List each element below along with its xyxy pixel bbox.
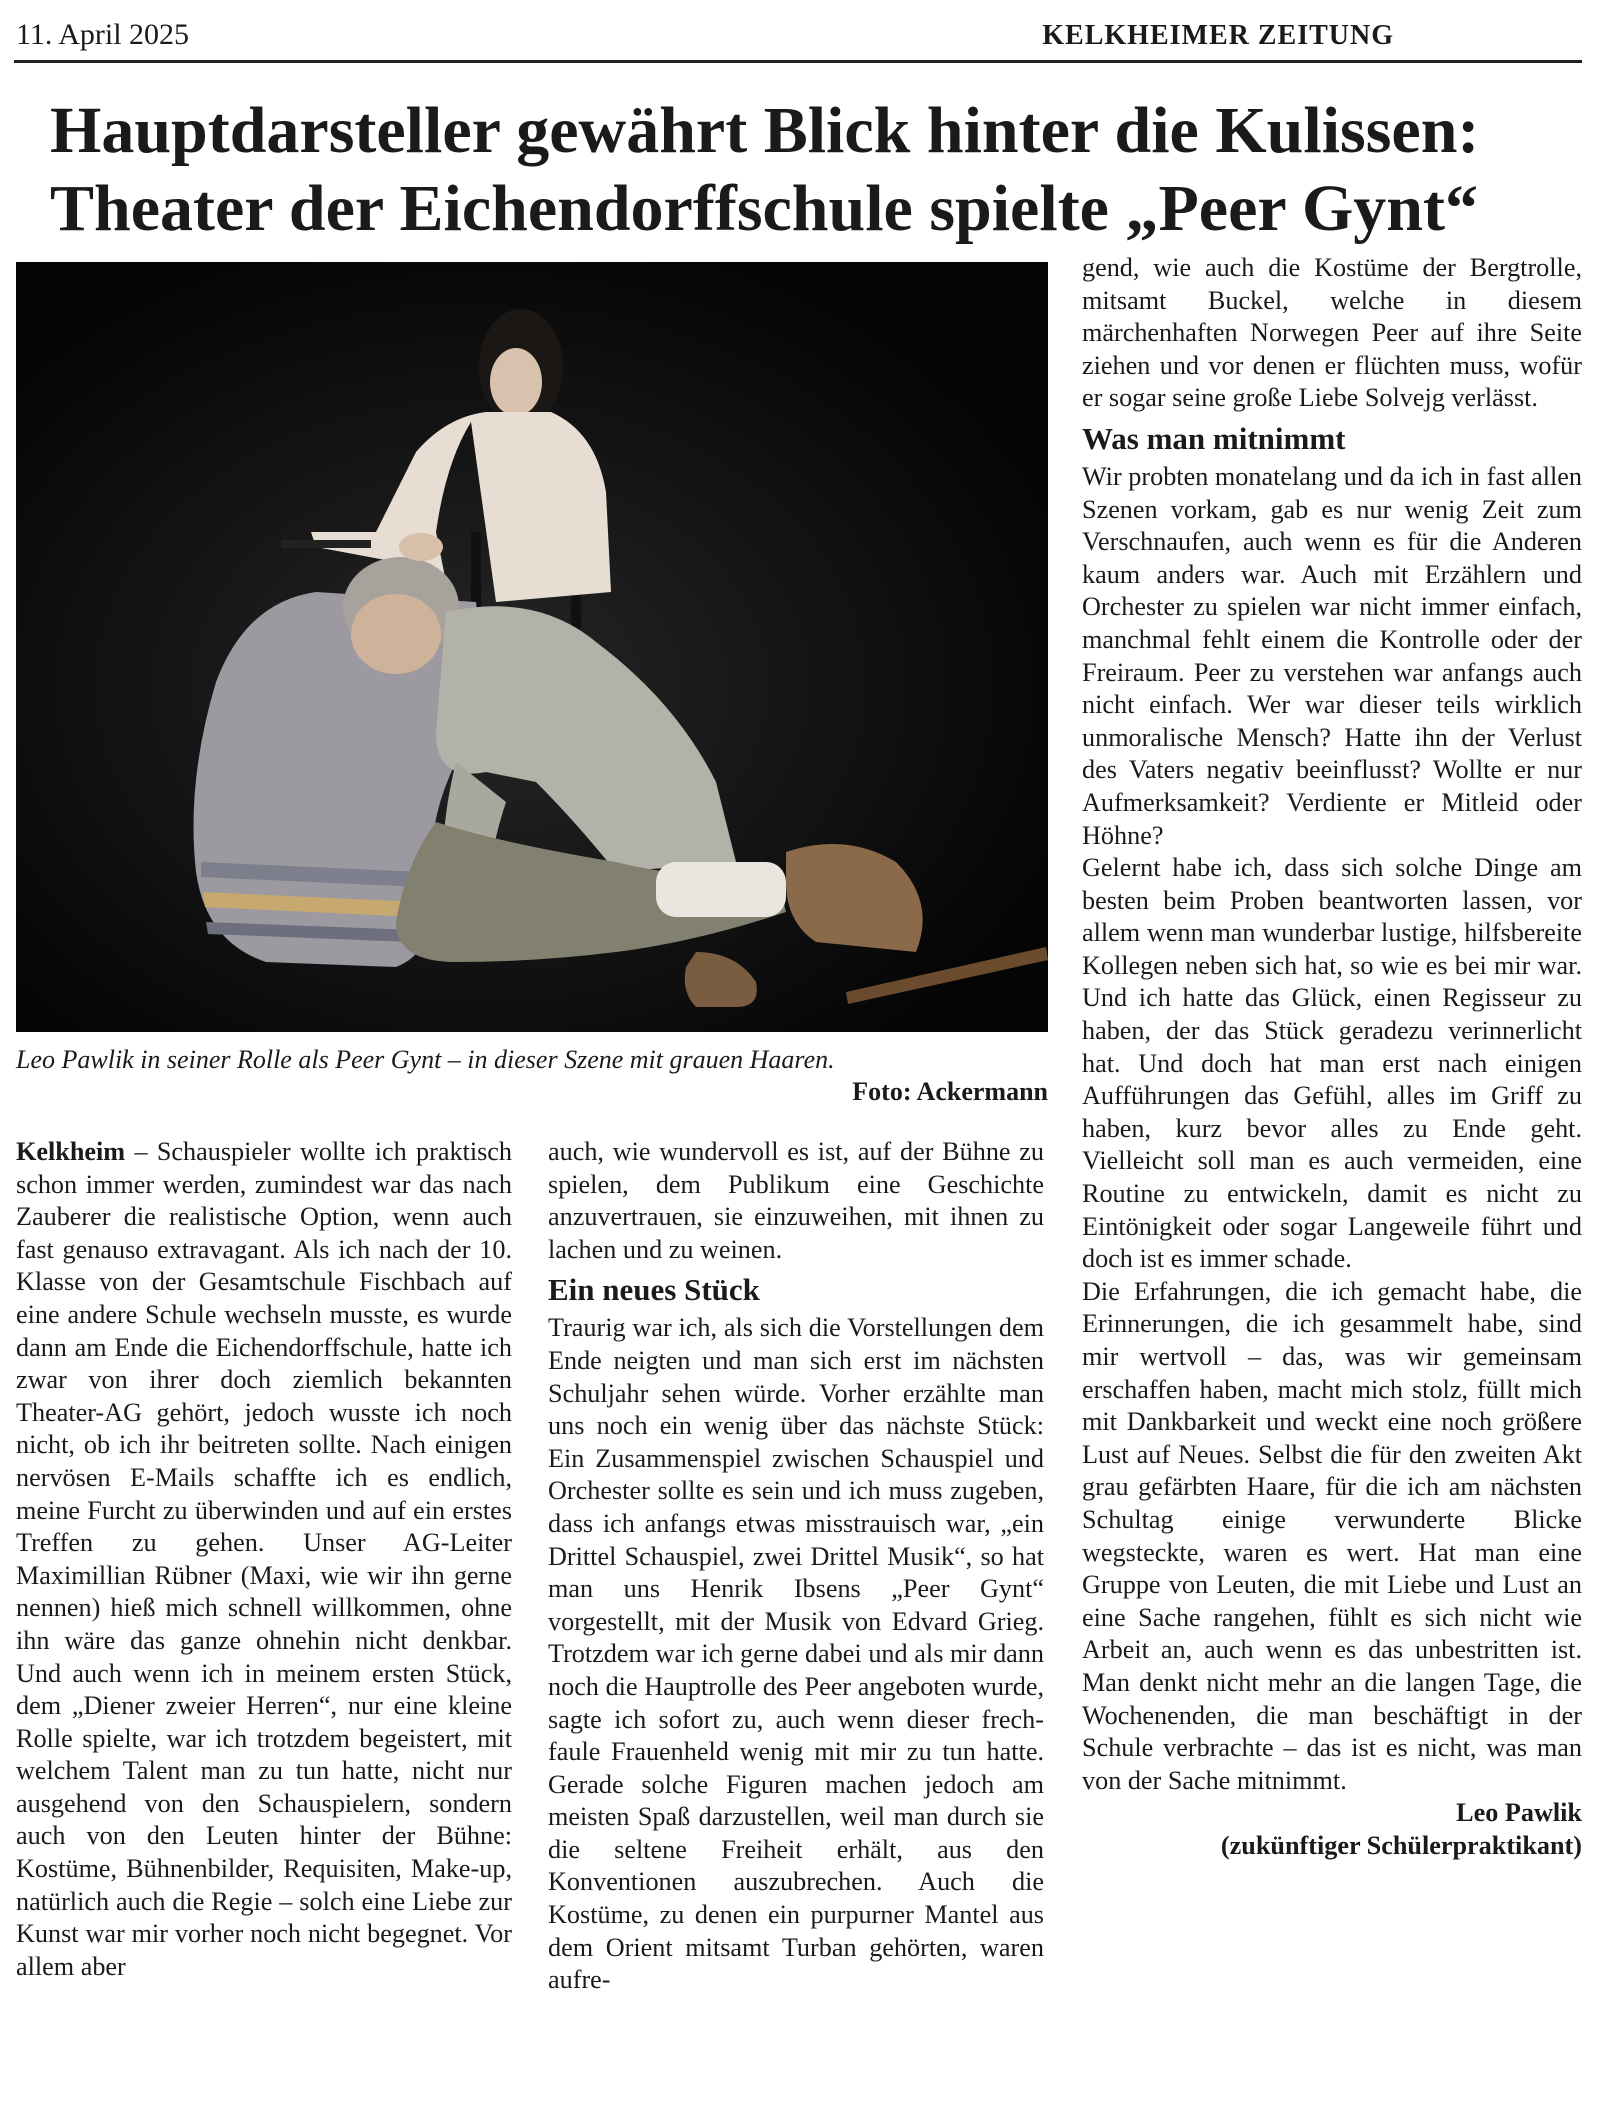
lead-paragraph <box>16 1136 512 1983</box>
column-2-intro: auch, wie wundervoll es ist, auf der Bühne zu spielen, dem Publikum eine Geschichte anzuvertrauen, sie einzuweihen, mit ihnen zu lachen und zu weinen. <box>548 1137 1044 1264</box>
subheading-new-play: Ein neues Stück <box>548 1272 760 1308</box>
column-2-body: Traurig war ich, als sich die Vorstellungen dem Ende neigten und man sich erst im nächsten Schuljahr sehen würde. Vorher erzählte man uns noch ein wenig über das nächste Stück: Ein Zusammenspiel zwischen Schauspiel und Orchester sollte es sein und ich muss zugeben, dass ich anfangs etwas misstrauisch war, „ein Drittel Schauspiel, zwei Drittel Musik“, so hat man uns Henrik Ibsens „Peer Gynt“ vorgestellt, mit der Musik von Edvard Grieg. Trotzdem war ich gerne dabei und als mir dann noch die Hauptrolle des Peer angeboten wurde, sagte ich sofort zu, auch wenn dieser frech-faule Frauenheld wenig mit mir zu tun hatte. Gerade solche Figuren machen jedoch am meisten Spaß darzustellen, weil man durch sie die seltene Freiheit erhält, aus den Konventionen auszubrechen. Auch die Kostüme, zu denen ein purpurner Mantel aus dem Orient mitsamt Turban gehörten, waren aufre- <box>548 1313 1044 1995</box>
newspaper-name: KELKHEIMER ZEITUNG <box>1042 20 1394 51</box>
issue-date: 11. April 2025 <box>16 18 190 51</box>
article-column-1 <box>16 1136 512 1983</box>
column-3-paragraph-2: Gelernt habe ich, dass sich solche Dinge am besten beim Proben beantworten lassen, vor allem wenn man wunderbar lustige, hilfsbereite Kollegen neben sich hat, so wie es bei mir war. Und ich hatte das Glück, einen Regisseur zu haben, der das Stück geradezu verinnerlicht hat. Und doch hat man erst nach einigen Aufführungen das Gefühl, alles im Griff zu haben, kurz bevor alles zu Ende geht. Vielleicht soll man es auch vermeiden, eine Routine zu entwickeln, damit es nicht zu Eintönigkeit oder sogar Langeweile führt und doch ist es immer schade. <box>1082 853 1582 1274</box>
column-3-intro: gend, wie auch die Kostüme der Bergtrolle, mitsamt Buckel, welche in diesem märchenhaften Norwegen Peer auf ihre Seite ziehen und vor denen er flüchten muss, wofür er sogar seine große Liebe Solvejg verlässt. <box>1082 253 1582 413</box>
stage-photo <box>16 262 1048 1032</box>
lead-text: – Schauspieler wollte ich praktisch schon immer werden, zumindest war das nach Zauberer die realistische Option, wenn auch fast genauso extravagant. Als ich nach der 10. Klasse von der Gesamtschule Fischbach auf eine andere Schule wechseln musste, es wurde dann am Ende die Eichendorffschule, hatte ich zwar von ihrer doch ziemlich bekannten Theater-AG gehört, jedoch wusste ich noch nicht, ob ich ihr beitreten sollte. Nach einigen nervösen E-Mails schaffte ich es endlich, meine Furcht zu überwinden und auf ein erstes Treffen zu gehen. Unser AG-Leiter Maximillian Rübner (Maxi, wie wir ihn gerne nennen) hieß mich schnell willkommen, ohne ihn wäre das ganze ohnehin nicht denkbar. Und auch wenn ich in meinem ersten Stück, dem „Diener zweier Herren“, nur eine kleine Rolle spielte, war ich trotzdem begeistert, mit welchem Talent man zu tun hatte, nicht nur ausgehend von den Schauspielern, sondern auch von den Leuten hinter der Bühne: Kostüme, Bühnenbilder, Requisiten, Make-up, natürlich auch die Regie – solch eine Liebe zur Kunst war mir vorher noch nicht begegnet. Vor allem aber <box>16 1137 512 1981</box>
headline-line-1: Hauptdarsteller gewährt Blick hinter die Kulissen: <box>50 94 1480 167</box>
photo-credit: Foto: Ackermann <box>852 1077 1048 1106</box>
headline <box>50 92 1570 248</box>
column-3-paragraph-1: Wir probten monatelang und da ich in fast allen Szenen vorkam, gab es nur wenig Zeit zum Verschnaufen, auch wenn es für die Anderen kaum anders war. Auch mit Erzählern und Orchester zu spielen war nicht immer einfach, manchmal fehlt einem die Kontrolle oder der Freiraum. Peer zu verstehen war anfangs auch nicht einfach. Wer war dieser teils wirklich unmoralische Mensch? Hatte ihn der Verlust des Vaters negativ beeinflusst? Wollte er nur Aufmerksamkeit? Verdiente er Mitleid oder Höhne? <box>1082 461 1582 850</box>
article-column-3 <box>1082 252 1582 1863</box>
author-role: (zukünftiger Schülerpraktikant) <box>1220 1830 1582 1860</box>
masthead <box>14 12 1582 63</box>
author-name: Leo Pawlik <box>1456 1798 1582 1828</box>
stage-photo-illustration <box>16 262 1048 1032</box>
headline-line-2: Theater der Eichendorffschule spielte „Peer Gynt“ <box>50 172 1478 245</box>
article-column-2 <box>548 1136 1044 1997</box>
dateline: Kelkheim <box>16 1137 126 1166</box>
subheading-takeaways: Was man mitnimmt <box>1082 420 1346 456</box>
column-3-paragraph-3: Die Erfahrungen, die ich gemacht habe, die Erinnerungen, die ich gesammelt habe, sind mir wertvoll – das, was wir gemeinsam erschaffen haben, macht mich stolz, füllt mich mit Dankbarkeit und weckt eine noch größere Lust auf Neues. Selbst die für den zweiten Akt grau gefärbten Haare, für die ich am nächsten Schultag einige verwunderte Blicke wegsteckte, waren es wert. Hat man eine Gruppe von Leuten, die mit Liebe und Lust an eine Sache rangehen, fühlt es sich nicht wie Arbeit an, auch wenn es das unbestritten ist. Man denkt nicht mehr an die langen Tage, die Wochenenden, die man beschäftigt in der Schule verbrachte – das ist es nicht, was man von der Sache mitnimmt. <box>1082 1276 1582 1795</box>
photo-caption: Leo Pawlik in seiner Rolle als Peer Gynt – in dieser Szene mit grauen Haaren. <box>16 1045 835 1074</box>
